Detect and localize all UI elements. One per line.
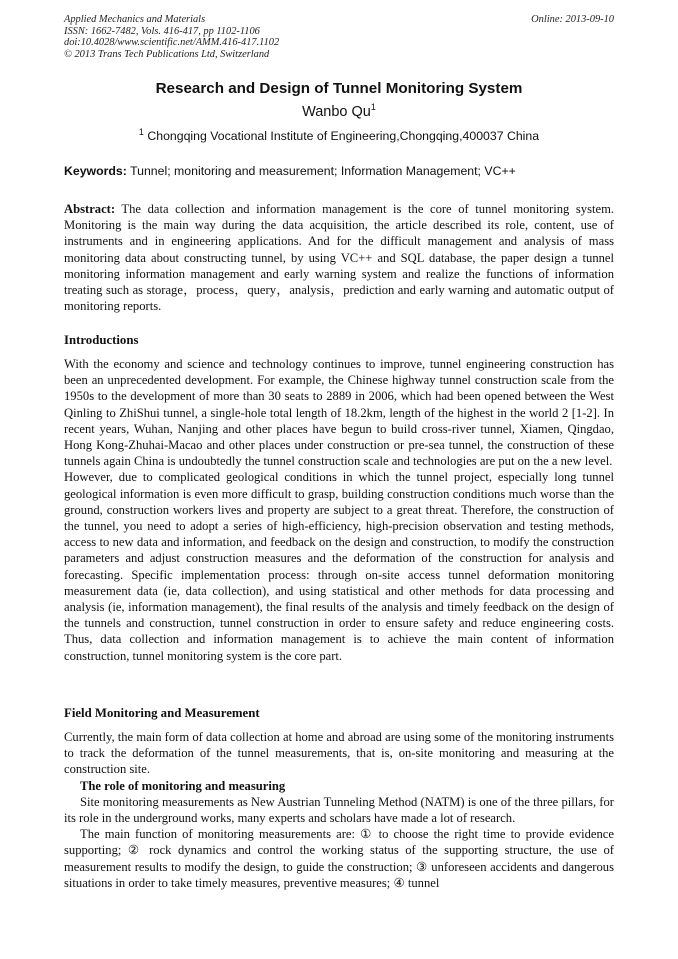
keywords-label: Keywords: [64,164,127,178]
issn-line: ISSN: 1662-7482, Vols. 416-417, pp 1102-1106 [64,25,260,37]
keywords-line [64,164,516,178]
intro-paragraph-2: However, due to complicated geological conditions in which the tunnel project, especially long tunnel geological information is even more difficult to grasp, building construction conditions much worse than the ground, construction workers lives and property are subject to a great threat. Therefore, the construction of the tunnel, you need to adopt a series of high-efficiency, high-precision observation and testing methods, access to new data and information, and feedback on the design and construction, to modify the construction parameters and adjust construction measures and the deformation of the construction for analysis and forecasting. Specific implementation process: through on-site access tunnel deformation monitoring measurement data (ie, data collection), and using statistical and other methods for data processing and analysis (ie, information management), the final results of the analysis and timely feedback on the design of the tunnels and construction, tunnel construction in order to ensure safety and reduce engineering costs. Thus, data collection and information management is to achieve the main content of information construction, tunnel monitoring system is the core part. [64,470,614,663]
paper-title: Research and Design of Tunnel Monitoring System [155,80,523,97]
abstract-block [64,201,614,314]
online-date: Online: 2013-09-10 [531,14,614,25]
abstract-label: Abstract: [64,202,116,216]
author-line [0,104,678,120]
doi-line: doi:10.4028/www.scientific.net/AMM.416-417.1102 [64,37,280,48]
field-paragraph-2: Site monitoring measurements as New Austrian Tunneling Method (NATM) is one of the three pillars, for its role in the underground works, many experts and scholars have made a lot of research. [64,794,614,826]
affiliation-line [0,126,678,143]
affiliation-mark: 1 [138,126,144,137]
field-body [64,729,614,891]
field-paragraph-1: Currently, the main form of data collection at home and abroad are using some of the monitoring instruments to track the deformation of the tunnel measurements, that is, on-site monitoring and measuring at the construction site. [64,730,614,777]
field-paragraph-3: The main function of monitoring measurements are: ① to choose the right time to provide evidence supporting; ② rock dynamics and control the working status of the supporting structure, the use of measurement results to modify the design, to guide the construction; ③ unforeseen accidents and dangerous situations in order to take timely measures, preventive measures; ④ tunnel [64,827,614,890]
copyright-line: © 2013 Trans Tech Publications Ltd, Switzerland [64,48,270,60]
intro-paragraph-1: With the economy and science and technology continues to improve, tunnel engineering construction has been an unprecedented development. For example, the Chinese highway tunnel construction scale from the 1950s to the development of more than 30 seats to 2889 in 2006, which had been opened between the West Qinling to ZhiShui tunnel, a single-hole total length of 18.2km, length of the highest in the world 2 [1-2]. In recent years, Wuhan, Nanjing and other places have begun to build cross-river tunnel, Xiamen, Qingdao, Hong Kong-Zhuhai-Macao and other places under construction or pre-sea tunnel, the construction of these tunnels again China is undoubtedly the tunnel construction scale and technologies are put on the a new level. [64,357,614,469]
affiliation-text: Chongqing Vocational Institute of Engineering,Chongqing,400037 China [147,129,540,143]
keywords-text: Tunnel; monitoring and measurement; Information Management; VC++ [130,164,516,178]
author-mark: 1 [370,102,376,113]
field-heading: Field Monitoring and Measurement [64,706,260,720]
introductions-heading: Introductions [64,333,139,347]
role-subheading: The role of monitoring and measuring [80,778,286,793]
journal-name: Applied Mechanics and Materials [64,14,206,25]
introductions-body [64,356,614,664]
journal-header [64,14,279,60]
abstract-text: The data collection and information management is the core of tunnel monitoring system. Monitoring is the main way during the data acquisition, the article described its role, content, use of instruments and in engineering applications. And for the difficult management and analysis of mass monitoring data about constructing tunnel, by using VC++ and SQL database, the paper design a tunnel monitoring information management and early warning system and realize the functions of information treating such as storage，process，query，analysis，prediction and early warning and automatic output of monitoring reports. [64,202,615,314]
author-name: Wanbo Qu [302,104,371,120]
